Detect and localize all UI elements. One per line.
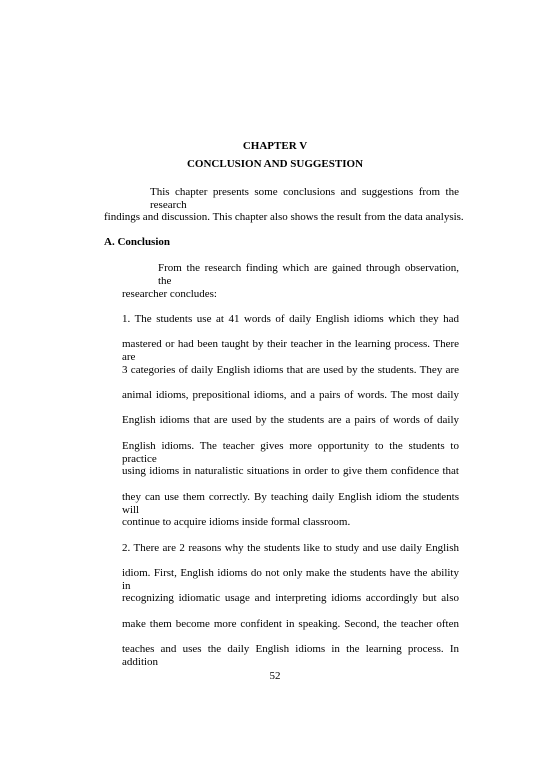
- point2-line-1: 2. There are 2 reasons why the students like to study and use daily English: [122, 542, 459, 554]
- point2-line-3: recognizing idiomatic usage and interpreting idioms accordingly but also: [122, 592, 459, 604]
- point1-line-6: English idioms. The teacher gives more opportunity to the students to practice: [122, 440, 459, 465]
- chapter-title: CHAPTER V: [242, 140, 308, 152]
- chapter-subtitle: CONCLUSION AND SUGGESTION: [186, 158, 364, 170]
- point1-line-2: mastered or had been taught by their teacher in the learning process. There are: [122, 338, 459, 363]
- point1-line-9: continue to acquire idioms inside formal classroom.: [122, 516, 351, 528]
- intro-line-1: This chapter presents some conclusions and suggestions from the research: [150, 186, 459, 211]
- page-number: 52: [269, 670, 281, 682]
- point1-line-4: animal idioms, prepositional idioms, and a pairs of words. The most daily: [122, 389, 459, 401]
- point2-line-4: make them become more confident in speaking. Second, the teacher often: [122, 618, 459, 630]
- point2-line-5: teaches and uses the daily English idioms in the learning process. In addition: [122, 643, 459, 668]
- intro-line-2: findings and discussion. This chapter also shows the result from the data analysis.: [104, 211, 464, 223]
- section-heading: A. Conclusion: [104, 236, 171, 248]
- point1-line-5: English idioms that are used by the students are a pairs of words of daily: [122, 414, 459, 426]
- point1-line-3: 3 categories of daily English idioms that are used by the students. They are: [122, 364, 459, 376]
- section-intro-line-2: researcher concludes:: [122, 288, 217, 300]
- point2-line-2: idiom. First, English idioms do not only make the students have the ability in: [122, 567, 459, 592]
- section-intro-line-1: From the research finding which are gained through observation, the: [158, 262, 459, 287]
- point1-line-7: using idioms in naturalistic situations in order to give them confidence that: [122, 465, 459, 477]
- point1-line-1: 1. The students use at 41 words of daily English idioms which they had: [122, 313, 459, 325]
- point1-line-8: they can use them correctly. By teaching daily English idiom the students will: [122, 491, 459, 516]
